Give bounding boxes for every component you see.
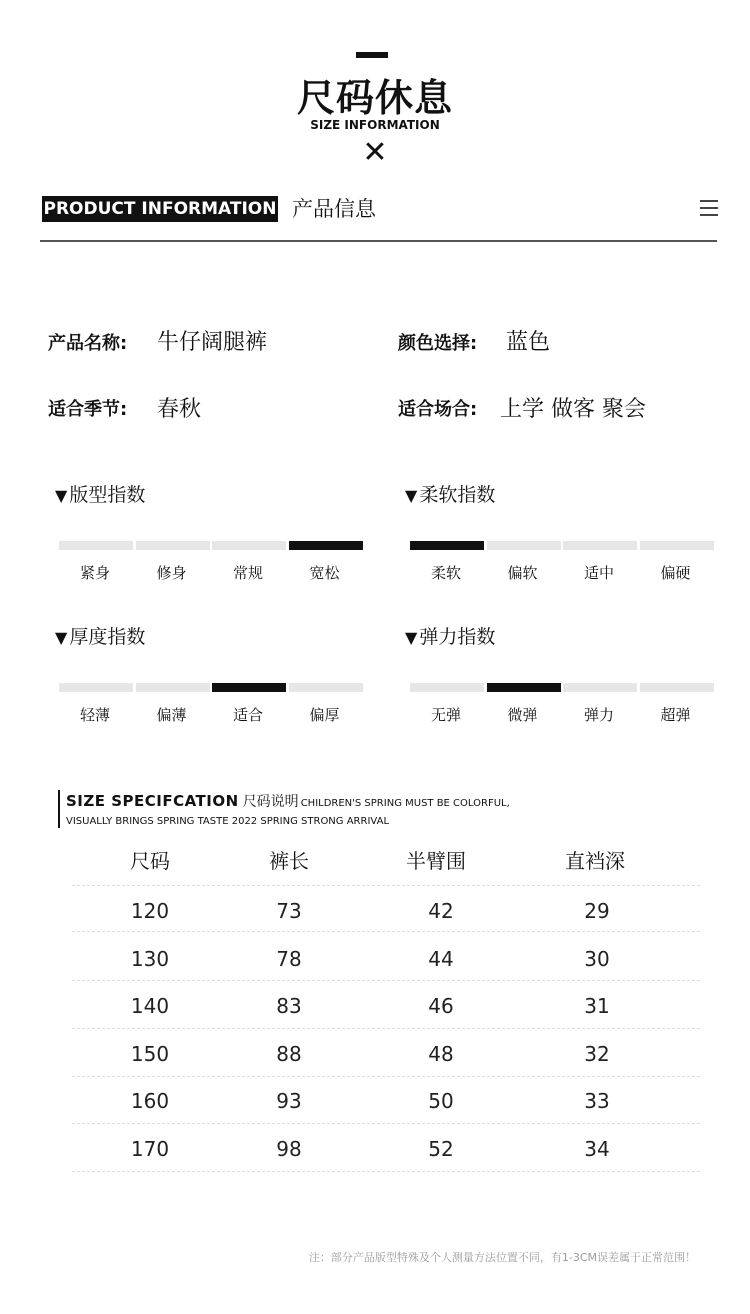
elasticity-index-option: 弹力 (583, 706, 614, 724)
table-row-divider (72, 1028, 700, 1029)
table-cell: 46 (428, 994, 454, 1019)
color-label: 颜色选择: (398, 333, 478, 354)
thickness-index-segment (59, 683, 133, 692)
table-row-divider (72, 980, 700, 981)
fit-index-option: 常规 (232, 564, 263, 582)
table-cell: 78 (276, 946, 302, 971)
thickness-index-segment (289, 683, 363, 692)
softness-index-segment (487, 541, 561, 550)
table-cell: 30 (584, 946, 610, 971)
elasticity-index-option: 超弹 (660, 706, 691, 724)
table-row-divider (72, 931, 700, 932)
menu-icon[interactable] (700, 200, 718, 216)
thickness-index-option: 适合 (232, 706, 263, 724)
elasticity-index-segment (410, 683, 484, 692)
table-row-divider (72, 1076, 700, 1077)
color-value: 蓝色 (506, 330, 551, 355)
table-cell: 88 (276, 1041, 302, 1066)
softness-index-title: ▼ 柔软指数 (405, 484, 496, 506)
table-cell: 32 (584, 1041, 610, 1066)
softness-index-segment (563, 541, 637, 550)
table-cell: 160 (130, 1089, 170, 1114)
table-cell: 98 (276, 1137, 302, 1161)
size-note: 注：部分产品版型特殊及个人测量方法位置不同，有1-3CM误差属于正常范围！ (308, 1251, 696, 1264)
elasticity-index-title: ▼ 弹力指数 (405, 626, 496, 648)
elasticity-index-option: 微弹 (507, 706, 538, 724)
fit-index-segment (136, 541, 210, 550)
page-subtitle: SIZE INFORMATION (310, 118, 440, 132)
table-row-divider (72, 885, 700, 886)
fit-index-segment (59, 541, 133, 550)
elasticity-index-option: 无弹 (430, 706, 461, 724)
product-name-label: 产品名称: (48, 333, 128, 354)
size-spec-title: SIZE SPECIFCATION (66, 792, 239, 810)
table-cell: 42 (428, 899, 454, 923)
table-row-divider (72, 1171, 700, 1172)
product-information-label: 产品信息 (292, 197, 376, 221)
occasion-label: 适合场合: (398, 399, 478, 420)
size-spec-tagline-1: CHILDREN'S SPRING MUST BE COLORFUL, (300, 798, 510, 809)
size-spec-accent-bar (58, 790, 60, 828)
table-cell: 31 (584, 994, 610, 1019)
thickness-index-segment (136, 683, 210, 692)
fit-index-segment-selected (289, 541, 363, 550)
fit-index-option: 宽松 (309, 564, 340, 582)
thickness-index-option: 轻薄 (79, 706, 110, 724)
size-spec-heading (66, 792, 510, 813)
season-value: 春秋 (157, 397, 202, 422)
softness-index-option: 偏硬 (660, 564, 691, 582)
table-cell: 150 (130, 1041, 170, 1066)
table-cell: 120 (130, 899, 170, 923)
table-cell: 170 (130, 1137, 170, 1161)
size-spec-title-cn: 尺码说明 (242, 794, 299, 810)
elasticity-index-segment (640, 683, 714, 692)
product-information-badge: PRODUCT INFORMATION (42, 196, 278, 222)
softness-index-option: 适中 (583, 564, 614, 582)
table-header-size: 尺码 (130, 849, 170, 873)
cross-icon: ✕ (362, 135, 388, 170)
elasticity-index-segment-selected (487, 683, 561, 692)
season-label: 适合季节: (48, 399, 128, 420)
product-name-value: 牛仔阔腿裤 (157, 330, 268, 355)
thickness-index-title: ▼ 厚度指数 (55, 626, 146, 648)
table-cell: 44 (428, 946, 454, 971)
table-header-pants-length: 裤长 (269, 849, 309, 873)
size-spec-tagline-2: VISUALLY BRINGS SPRING TASTE 2022 SPRING STRONG ARRIVAL (66, 816, 390, 827)
thickness-index-option: 偏厚 (309, 706, 340, 724)
table-cell: 130 (130, 946, 170, 971)
fit-index-option: 修身 (156, 564, 187, 582)
table-cell: 52 (428, 1137, 454, 1161)
thickness-index-option: 偏薄 (156, 706, 187, 724)
table-header-rise: 直裆深 (565, 849, 625, 873)
fit-index-option: 紧身 (79, 564, 110, 582)
table-cell: 34 (584, 1137, 610, 1161)
table-header-half-hip: 半臂围 (406, 849, 466, 873)
page-title: 尺码休息 (296, 76, 453, 120)
table-cell: 83 (276, 994, 302, 1019)
table-cell: 93 (276, 1089, 302, 1114)
elasticity-index-segment (563, 683, 637, 692)
table-cell: 48 (428, 1041, 454, 1066)
table-cell: 50 (428, 1089, 454, 1114)
occasion-value: 上学 做客 聚会 (500, 397, 646, 422)
top-dash-decoration (356, 52, 388, 58)
table-cell: 29 (584, 899, 610, 923)
table-row-divider (72, 1123, 700, 1124)
softness-index-segment-selected (410, 541, 484, 550)
thickness-index-segment-selected (212, 683, 286, 692)
table-cell: 33 (584, 1089, 610, 1114)
table-cell: 140 (130, 994, 170, 1019)
fit-index-segment (212, 541, 286, 550)
softness-index-option: 偏软 (507, 564, 538, 582)
table-cell: 73 (276, 899, 302, 923)
softness-index-segment (640, 541, 714, 550)
softness-index-option: 柔软 (430, 564, 461, 582)
fit-index-title: ▼ 版型指数 (55, 484, 146, 506)
section-divider (40, 240, 717, 242)
